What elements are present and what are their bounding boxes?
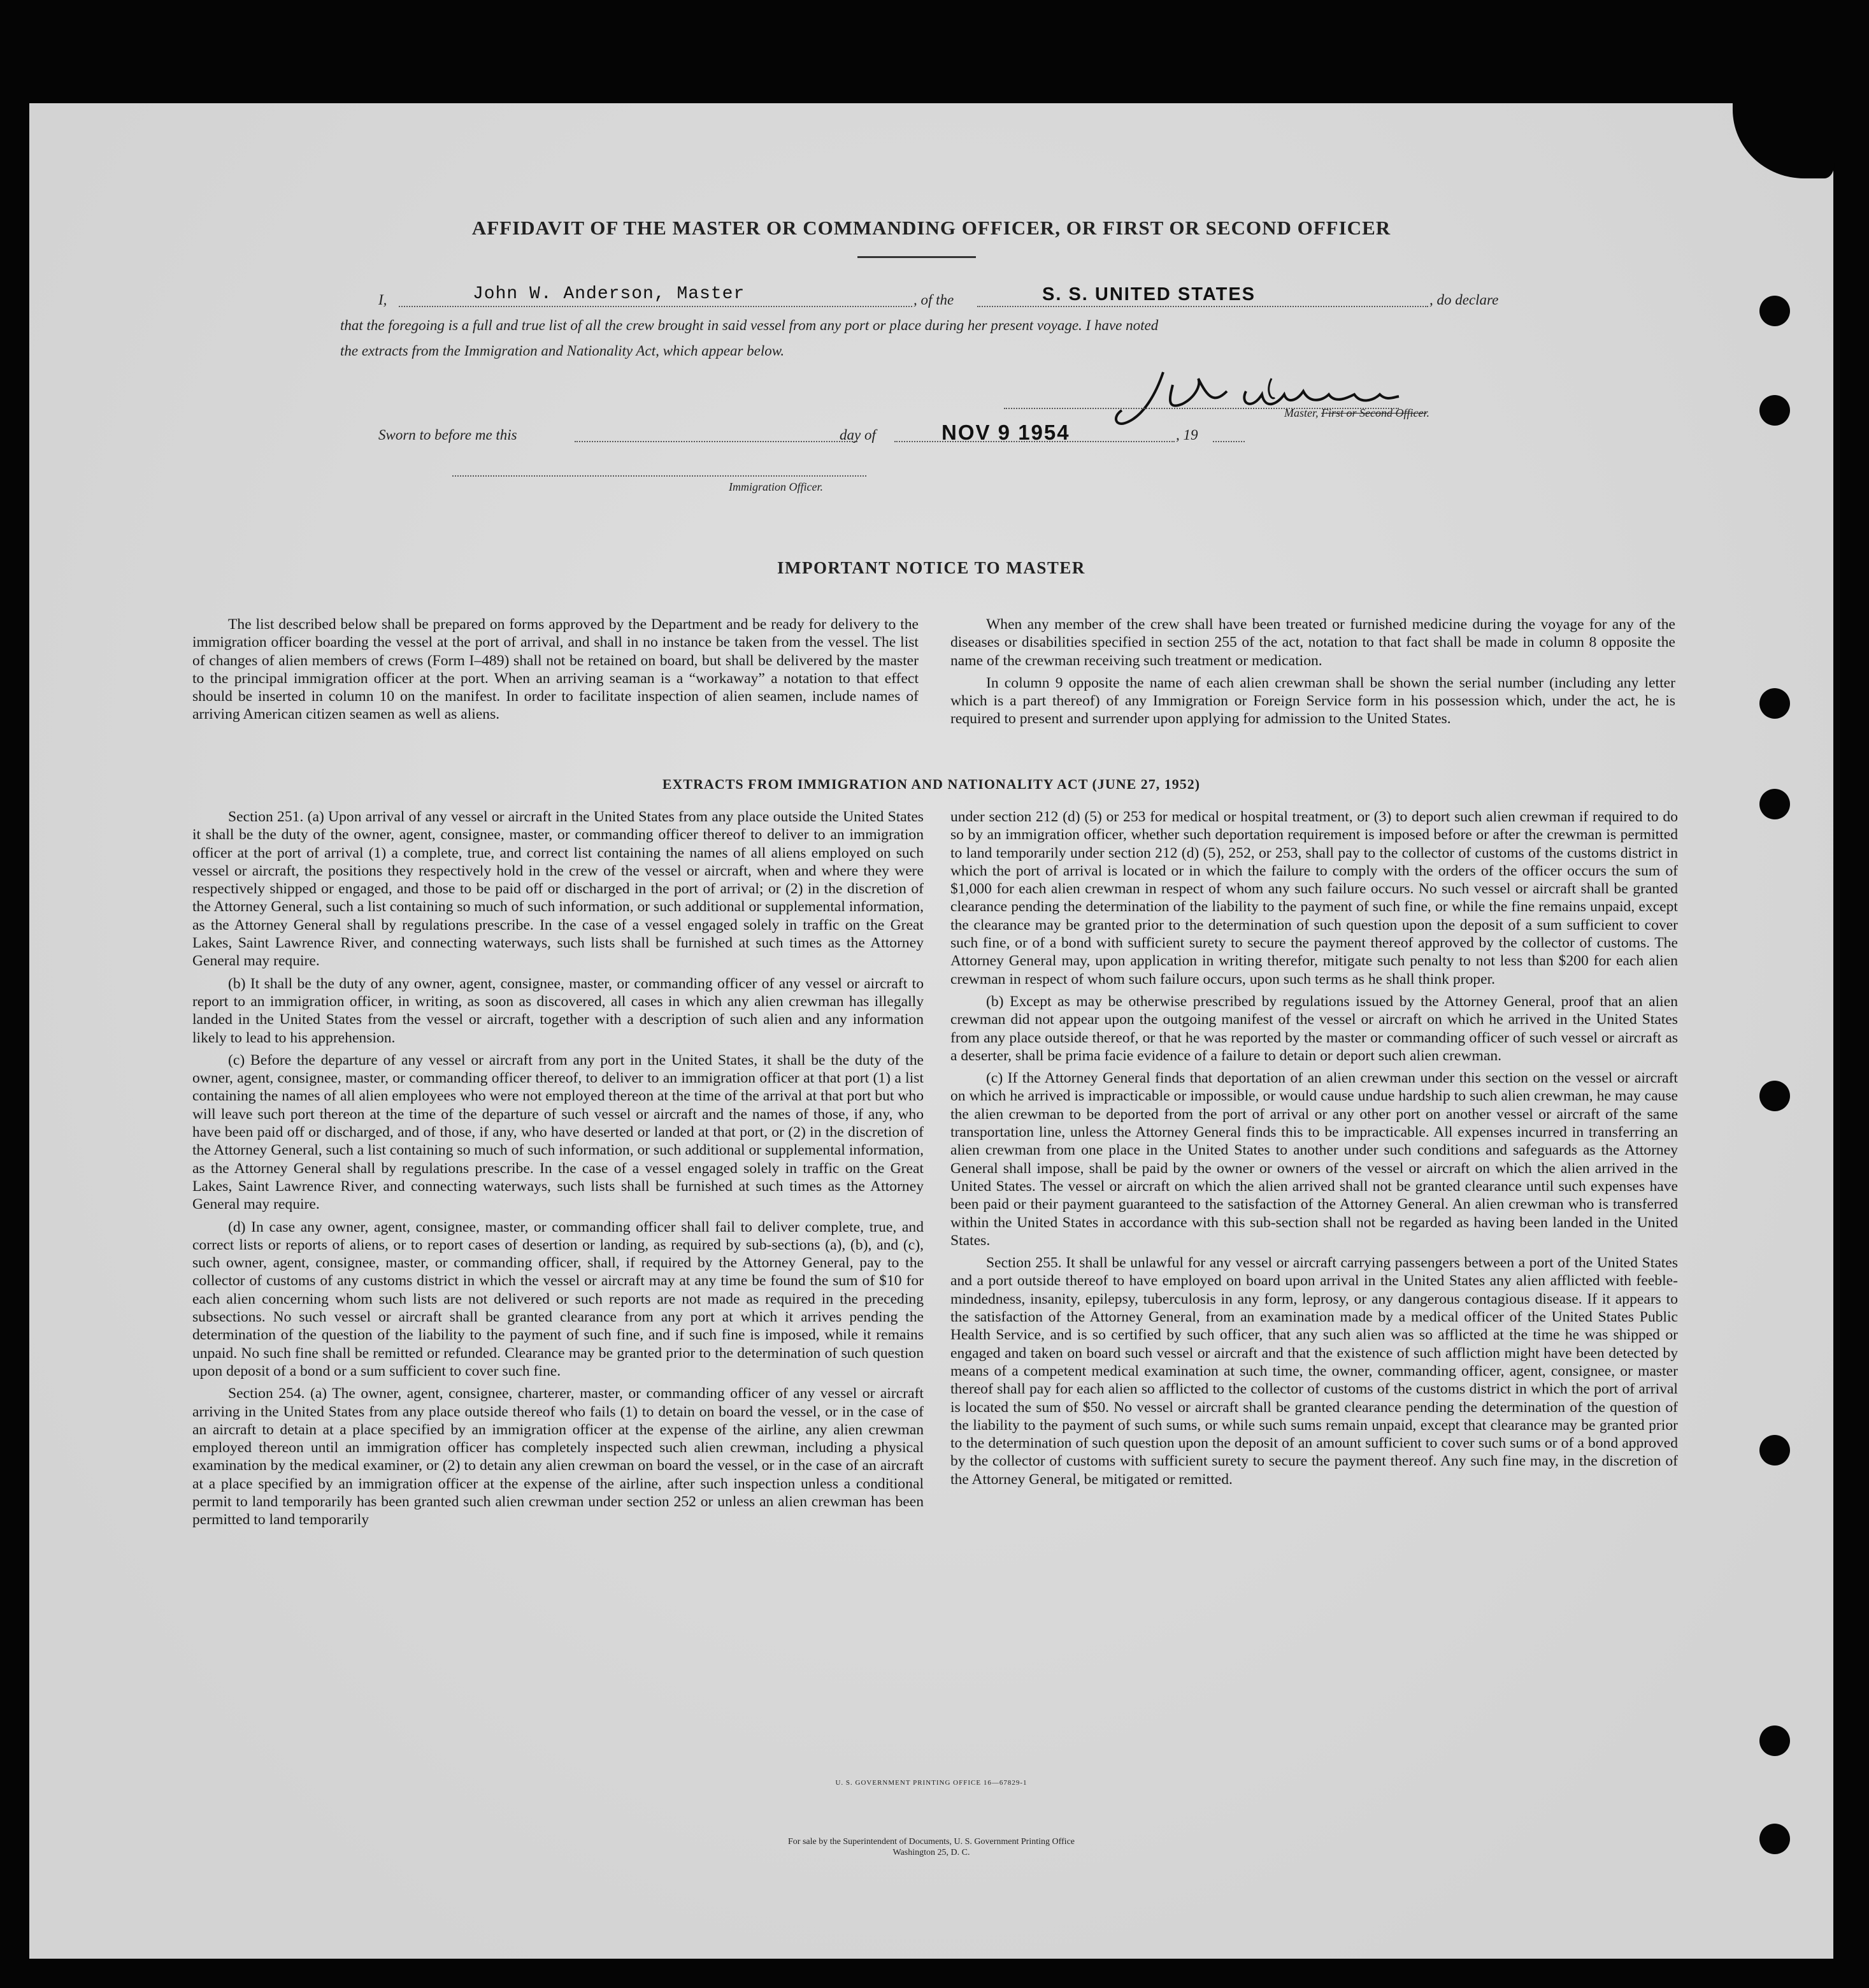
signer-title — [1284, 407, 1429, 420]
immigration-officer-label: Immigration Officer. — [729, 480, 823, 493]
notice-left-column — [192, 616, 919, 728]
master-name-field: John W. Anderson, Master — [473, 284, 745, 304]
master-signature — [1112, 366, 1469, 436]
section-251-a: Section 251. (a) Upon arrival of any vessel or aircraft in the United States from any place outside the United States it shall be the duty of the owner, agent, consignee, master, or commanding officer thereof to deliver to an immigration officer at the port of arrival (1) a complete, true, and correct list containing the names of all aliens employed on such vessel or aircraft, the positions they respectively hold in the crew of the vessel or aircraft, when and where they were respectively shipped or engaged, and those to be paid off or discharged in the port of arrival; or (2) in the discretion of the Attorney General, such a list containing so much of such information, or such additional or supplemental information, as the Attorney General shall by regulations prescribe. In the case of a vessel engaged solely in traffic on the Great Lakes, Saint Lawrence River, and connecting waterways, such lists shall be furnished at such times as the Attorney General may require. — [192, 809, 924, 970]
punch-hole — [1759, 1725, 1790, 1756]
section-254-c: (c) If the Attorney General finds that deportation of an alien crewman under this section on the vessel or aircraft on which he arrived is impracticable or impossible, or would cause undue hardship to such alien crewman, he may cause the alien crewman to be deported from the port of arrival or any other port on another vessel or aircraft of the same transportation line, unless the Attorney General finds this to be impracticable. All expenses incurred in transferring an alien crewman from one place in the United States to another under such conditions and safeguards as the Attorney General shall impose, shall be paid by the owner or owners of the vessel or aircraft on which the alien arrived in the United States. The vessel or aircraft on which the alien arrived shall not be granted clearance until such expenses have been paid or their payment guaranteed to the satisfaction of the Attorney General. An alien crewman who is transferred within the United States in accordance with this sub-section shall not be regarded as having been landed in the United States. — [950, 1070, 1678, 1249]
extracts-title: EXTRACTS FROM IMMIGRATION AND NATIONALITY ACT (JUNE 27, 1952) — [662, 776, 1201, 792]
notice-right-paragraph-1: When any member of the crew shall have been treated or furnished medicine during the voyage for any of the diseases or disabilities specified in section 255 of the act, notation to that fact shall be made in column 8 opposite the name of the crewman receiving such treatment or medication. — [950, 616, 1675, 669]
do-declare-label: , do declare — [1429, 292, 1499, 308]
signer-struck-text: First or Second Officer — [1321, 407, 1427, 419]
document-page — [29, 103, 1833, 1959]
punch-hole — [1759, 688, 1790, 719]
year-line — [1213, 441, 1245, 442]
section-251-b: (b) It shall be the duty of any owner, agent, consignee, master, or commanding officer of any vessel or aircraft to report to an immigration officer, in writing, as soon as discovered, all cases in which any alien crewman has illegally landed in the United States from the vessel or aircraft, together with a description of such alien and any information likely to lead to his apprehension. — [192, 975, 924, 1046]
section-254-a-continued: under section 212 (d) (5) or 253 for medical or hospital treatment, or (3) to deport such alien crewman if required to do so by an immigration officer, whether such deportation requirement is imposed before or after the crewman is permitted to land temporarily under section 212 (d) (5), 252, or 253, shall pay to the collector of customs of the customs district in which the port of arrival is located or in which the failure to comply with the orders of the officer occurs the sum of $1,000 for each alien crewman in respect of whom any such failure occurs. No such vessel or aircraft shall be granted clearance pending the determination of the liability to the payment of such fine, or while the fine remains unpaid, except the clearance may be granted prior to the determination of such question upon the deposit of a sum sufficient to cover such fine, or of a bond with sufficient surety to secure the payment thereof approved by the collector of customs. The Attorney General may, upon application in writing therefor, mitigate such penalty to not less than $200 for each alien crewman in respect of whom such failure occurs, upon such terms as he shall think proper. — [950, 809, 1678, 988]
punch-hole — [1759, 789, 1790, 819]
section-251-d: (d) In case any owner, agent, consignee, master, or commanding officer shall fail to deliver complete, true, and correct lists or reports of aliens, or to report cases of desertion or landing, as required by sub-sections (a), (b), and (c), such owner, agent, consignee, master, or commanding officer, shall, if required by the Attorney General, pay to the collector of customs of any customs district in which the vessel or aircraft may at any time be found the sum of $10 for each alien concerning whom such lists are not delivered or such reports are not made as required in the preceding subsections. No such vessel or aircraft shall be granted clearance from any port at which it arrives pending the determination of the question of the liability to the payment of such fine, and if such fine is imposed, while it remains unpaid. No such fine shall be remitted or refunded. Clearance may be granted prior to the determination of such question upon deposit of a bond or a sum sufficient to cover such fine. — [192, 1218, 924, 1379]
affidavit-title: AFFIDAVIT OF THE MASTER OR COMMANDING OFFICER, OR FIRST OR SECOND OFFICER — [471, 217, 1391, 239]
notice-right-column — [950, 616, 1675, 733]
section-254-b: (b) Except as may be otherwise prescribed by regulations issued by the Attorney General, proof that an alien crewman did not appear upon the outgoing manifest of the vessel or aircraft on which he arrived in the United States from any place outside thereof, or that he was reported by the master or commanding officer of such vessel or aircraft as a deserter, shall be prima facie evidence of a failure to detain or deport such alien crewman. — [950, 993, 1678, 1064]
footer-line-2: Washington 25, D. C. — [892, 1848, 970, 1857]
punch-hole — [1759, 296, 1790, 326]
day-of-label: day of — [840, 427, 876, 443]
punch-hole — [1759, 395, 1790, 426]
section-254-a: Section 254. (a) The owner, agent, consignee, charterer, master, or commanding officer of any vessel or aircraft arriving in the United States from any place outside thereof who fails (1) to detain on board the vessel, or in the case of an aircraft to detain at a place specified by an immigration officer at the expense of the airline, any alien crewman employed thereon until an immigration officer has completely inspected such alien crewman, including a physical examination by the medical examiner, or (2) to detain any alien crewman on board the vessel, or in the case of an aircraft at a place specified by an immigration officer at the expense of the airline, after such inspection unless a conditional permit to land temporarily has been granted such alien crewman under section 252 or unless an alien crewman has been permitted to land temporarily — [192, 1385, 924, 1529]
signer-role: Master, — [1284, 407, 1321, 419]
notice-left-paragraph: The list described below shall be prepared on forms approved by the Department and be ready for delivery to the immigration officer boarding the vessel at the port of arrival, and shall in no instance be taken from the vessel. The list of changes of alien members of crews (Form I–489) shall not be retained on board, but shall be delivered by the master to the principal immigration officer at the port. When an arriving seaman is a “workaway” a notation to that effect should be inserted in column 10 on the manifest. In order to facilitate inspection of alien seamen, include names of arriving American citizen seamen as well as aliens. — [192, 616, 919, 723]
extracts-right-column — [950, 808, 1678, 1493]
extracts-left-column — [192, 808, 924, 1534]
of-the-label: , of the — [913, 292, 954, 308]
notice-title: IMPORTANT NOTICE TO MASTER — [777, 558, 1085, 577]
section-251-c: (c) Before the departure of any vessel or aircraft from any port in the United States, it shall be the duty of the owner, agent, consignee, master, or commanding officer thereof, to deliver to an immigration officer at that port (1) a list containing the names of all alien employees who were not employed thereon at the time of the arrival at that port but who will leave such port thereon at the time of the departure of such vessel or aircraft and the names of those, if any, who have been paid off or discharged, and of those, if any, who have deserted or landed at that port, or (2) in the discretion of the Attorney General, such a list containing so much of such information, or such additional or supplemental information, as the Attorney General shall by regulations prescribe. In the case of a vessel engaged solely in traffic on the Great Lakes, Saint Lawrence River, and connecting waterways, such lists shall be furnished at such times as the Attorney General may require. — [192, 1051, 924, 1213]
section-255: Section 255. It shall be unlawful for any vessel or aircraft carrying passengers between a port of the United States and a port outside thereof to have employed on board upon arrival in the United States any alien afflicted with feeble-mindedness, insanity, epilepsy, tuberculosis in any form, leprosy, or any dangerous contagious disease. If it appears to the satisfaction of the Attorney General, from an examination made by a medical officer of the United States Public Health Service, and is so certified by such officer, that any such alien was so afflicted at the time he was shipped or engaged and taken on board such vessel or aircraft and that the existence of such affliction might have been detected by means of a competent medical examination at such time, the owner, commanding officer, agent, consignee, or master thereof shall pay for each alien so afflicted to the collector of customs of the customs district in which the port of arrival is located the sum of $50. No vessel or aircraft shall be granted clearance pending the determination of the question of the liability to the payment of such sums, or while such sums remain unpaid, except that clearance may be granted prior to the determination of such question upon the deposit of an amount sufficient to cover such sums or of a bond approved by the collector of customs with sufficient surety to secure the payment thereof. Any such fine may, in the discretion of the Attorney General, be mitigated or remitted. — [950, 1255, 1678, 1488]
officer-signature-line — [452, 475, 866, 477]
sworn-label: Sworn to before me this — [378, 427, 517, 443]
punch-hole — [1759, 1824, 1790, 1854]
title-rule — [857, 256, 976, 258]
name-field-line — [399, 306, 912, 307]
sale-footer — [29, 1836, 1833, 1858]
footer-line-1: For sale by the Superintendent of Documents, U. S. Government Printing Office — [788, 1837, 1075, 1847]
date-stamp: NOV 9 1954 — [942, 421, 1070, 444]
year-prefix: , 19 — [1176, 427, 1198, 443]
declaration-line-2: that the foregoing is a full and true list of all the crew brought in said vessel from any port or place during her present voyage. I have noted — [340, 317, 1159, 333]
vessel-name-field: S. S. UNITED STATES — [1042, 284, 1256, 305]
signer-end: . — [1426, 407, 1429, 419]
punch-hole — [1759, 1435, 1790, 1466]
declaration-line-3: the extracts from the Immigration and Nationality Act, which appear below. — [340, 343, 785, 359]
printer-line: U. S. GOVERNMENT PRINTING OFFICE 16—67829-1 — [835, 1779, 1028, 1787]
declaration-prefix: I, — [378, 292, 387, 308]
punch-hole — [1759, 1081, 1790, 1111]
vessel-field-line — [977, 306, 1428, 307]
notice-right-paragraph-2: In column 9 opposite the name of each alien crewman shall be shown the serial number (including any letter which is a part thereof) of any Immigration or Foreign Service form in his possession which, under the act, he is required to present and surrender upon applying for admission to the United States. — [950, 674, 1675, 728]
sworn-day-line — [575, 441, 857, 442]
